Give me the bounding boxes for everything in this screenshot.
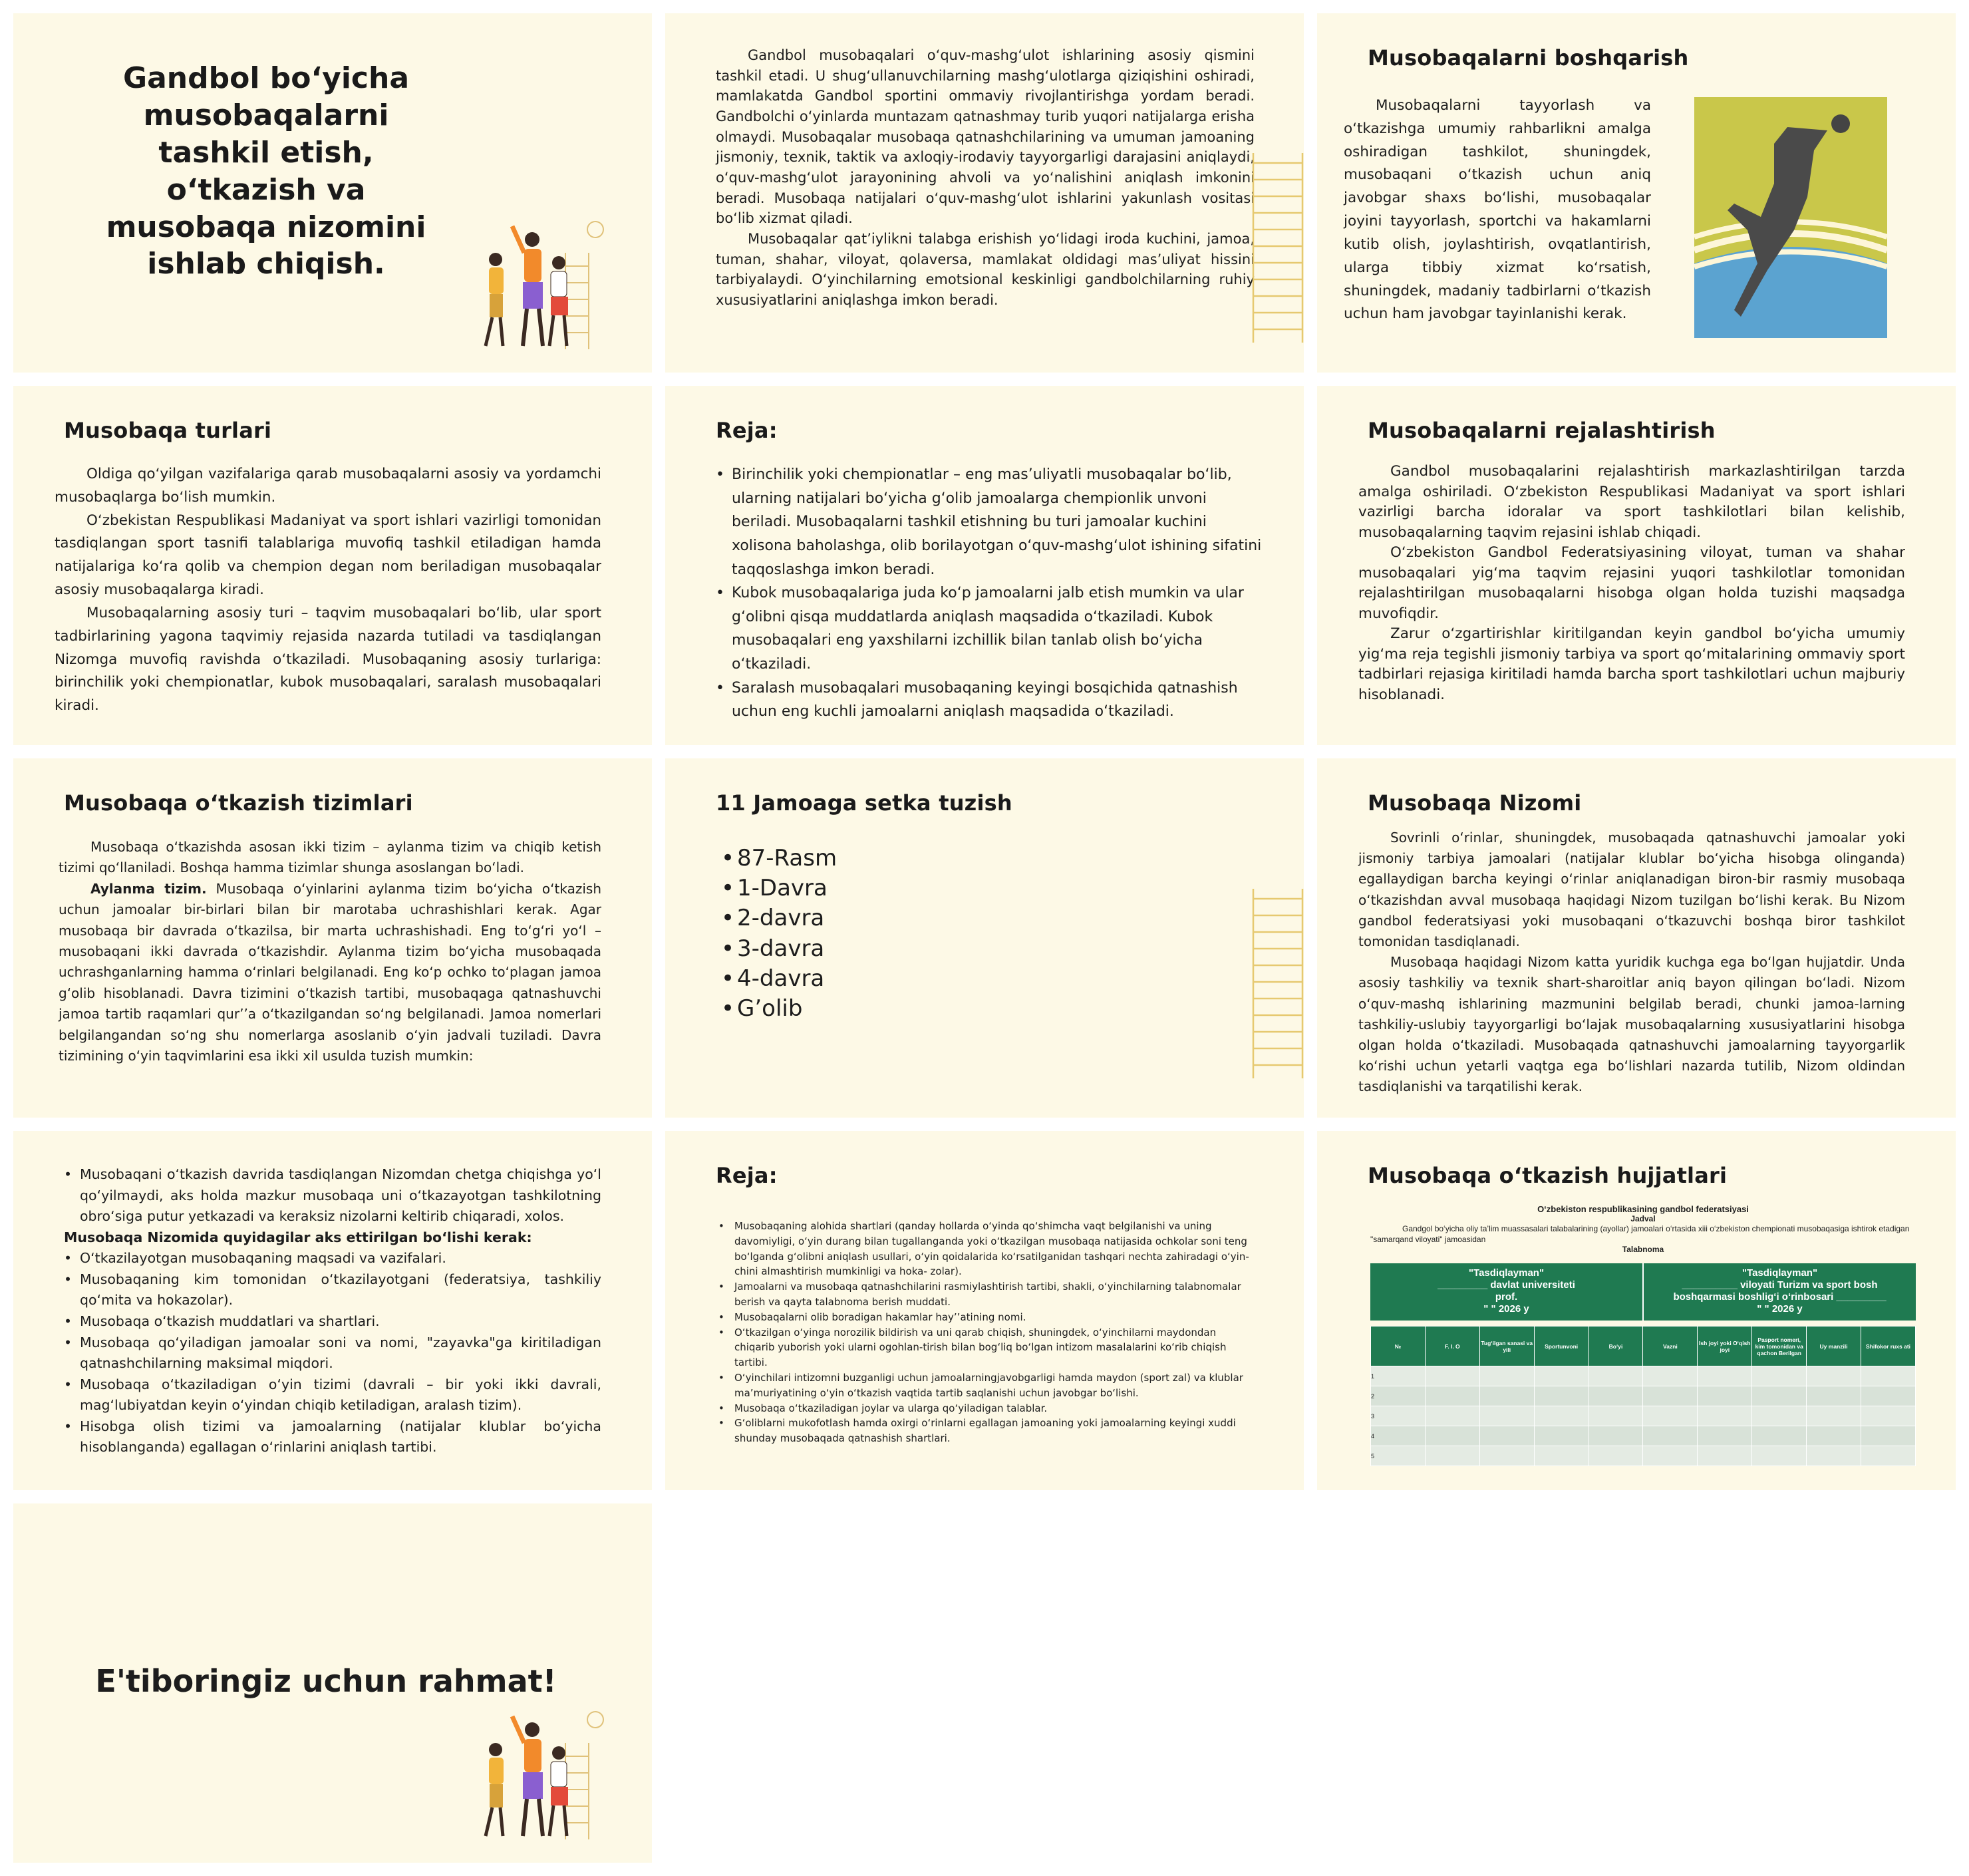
table-header-cell: Shifokor ruxs ati [1861, 1327, 1916, 1366]
plan-item: • G‘oliblarni mukofotlash hamda oxirgi o‘rinlarni egallagan jamoaning yoki jamoalarning keyingi xuddi shunday musobaqada qatnashish shartlari. [718, 1416, 1251, 1446]
slide-systems [13, 758, 652, 1118]
systems-paragraph [59, 879, 601, 1067]
regulations-item: • Musobaqa qo‘yiladigan jamoalar soni va nomi, "zayavka"ga kiritiladigan qatnashchilarning maksimal miqdori. [64, 1332, 601, 1374]
regulations-item: • Hisobga olish tizimi va jamoalarning (natijalar klublar bo‘yicha hisoblanganda) egallagan o‘rinlarini aniqlash tartibi. [64, 1416, 601, 1458]
row-number: 3 [1371, 1406, 1426, 1426]
types-paragraph: Musobaqalarning asosiy turi – taqvim musobaqalari bo‘lib, ular sport tadbirlarining yagona taqvimiy rejasida nazarda tutiladi va tasdiqlangan Nizomga muvofiq ravishda o‘tkaziladi. Musobaqaning asosiy turlariga: birinchilik yoki chempionatlar, kubok musobaqalari, saralash musobaqalari kiradi. [55, 604, 601, 714]
regulations-heading: Musobaqa Nizomida quyidagilar aks ettirilgan bo‘lishi kerak: [64, 1229, 532, 1245]
slide-bracket [665, 758, 1304, 1118]
systems-paragraph: Musobaqa o‘tkazishda asosan ikki tizim – aylanma tizim va chiqib ketish tizimi qo‘llaniladi. Boshqa hamma tizimlar shunga asoslangan bo‘ladi. [59, 839, 601, 876]
slide-documents [1317, 1131, 1956, 1490]
table-header-cell: Tug‘ilgan sanasi va yili [1479, 1327, 1534, 1366]
slide-regulations-content [13, 1131, 652, 1490]
table-header-cell: Ish joyi yoki O‘qish joyi [1698, 1327, 1752, 1366]
row-number: 2 [1371, 1386, 1426, 1406]
application-form [1370, 1204, 1916, 1466]
approval-line: prof. [1495, 1291, 1518, 1303]
form-subtitle: Jadval [1630, 1214, 1656, 1223]
types-paragraph: Oldiga qo‘yilgan vazifalariga qarab musobaqalarni asosiy va yordamchi musobaqlarga bo‘lish mumkin. [55, 466, 601, 506]
approval-line: __________ viloyati Turizm va sport bosh [1682, 1279, 1878, 1291]
approval-header [1370, 1263, 1916, 1321]
plan-item: • Saralash musobaqalari musobaqaning keyingi bosqichida qatnashish uchun eng kuchli jamoalarni aniqlash maqsadida o‘tkaziladi. [716, 677, 1268, 724]
management-text: Musobaqalarni tayyorlash va o‘tkazishga umumiy rahbarlikni amalga oshiradigan tashkilot, shuningdek, musobaqani o‘tkazish uchun aniq javobgar shaxs bo‘lishi, musobaqalar joyini tayyorlash, sportchi va hakamlarni kutib olish, joylashtirish, ovqatlantirish, ularga tibbiy xizmat ko‘rsatish, shuningdek, madaniy tadbirlarni o‘tkazish uchun ham javobgar tayinlanishi kerak. [1344, 97, 1651, 323]
slide-cover [13, 13, 652, 373]
form-federation: O‘zbekiston respublikasining gandbol federatsiyasi [1537, 1204, 1749, 1214]
plan-item: • Musobaqaning alohida shartlari (qanday hollarda o‘yinda qo‘shimcha vaqt belgilanishi va uning davomiyligi, o‘yin durang bilan tugallanganda yoki o‘tkazilgan musobaqa natijasida ochkolar soni teng bo‘lganda g‘olibni aniqlash usullari, o‘yin qoidalarida ko‘rsatilganidan tashqari nechta zahiradagi o‘yin-chini almashtirish mumkinligi va hoka- zolar). [718, 1219, 1251, 1279]
row-number: 4 [1371, 1426, 1426, 1446]
ladder-decoration [1251, 146, 1304, 346]
athletes-illustration [466, 213, 619, 353]
regulations-intro: • Musobaqani o‘tkazish davrida tasdiqlangan Nizomdan chetga chiqishga yo‘l qo‘yilmaydi, aks holda mazkur musobaqa uni o‘tkazayotgan tashkilotning obro‘siga putur yetkazadi va keraksiz nizolarni keltirib chiqaradi, xolos. [64, 1164, 601, 1227]
table-row [1371, 1386, 1916, 1406]
cover-title: Gandbol bo‘yicha musobaqalarni tashkil etish, o‘tkazish va musobaqa nizomini ishlab chiqish. [106, 61, 426, 281]
regulations-paragraph: Sovrinli o‘rinlar, shuningdek, musobaqada qatnashuvchi jamoalar yoki jismoniy tarbiya jamoalari (natijalar klublar bo‘yicha hisobga olinganda) egallaydigan barcha keyingi o‘rinlar aniqlanadigan biron-bir rasmiy musobaqa o‘tkazishdan avval musobaqa haqidagi Nizom tuzilgan bo‘lishi kerak. Bu Nizom gandbol federatsiyasi yoki musobaqani o‘tkazuvchi boshqa biror tashkilot tomonidan tasdiqlanadi. [1358, 830, 1905, 949]
slide-title: 11 Jamoaga setka tuzish [716, 790, 1012, 816]
table-header-cell: Pasport nomeri, kim tomonidan va qachon Berilgan [1752, 1327, 1807, 1366]
planning-paragraph: O‘zbekiston Gandbol Federatsiyasining viloyat, tuman va shahar musobaqalari yig‘ma taqvim rejasini yuqori tashkilotlar tomonidan rejalashtirilgan musobaqalarni hisobga olgan holda tuzishi maqsadga muvofiqdir. [1358, 544, 1905, 622]
plan-item: • O‘tkazilgan o‘yinga norozilik bildirish va uni qarab chiqish, shuningdek, o‘yinchilarni maydondan chiqarib yuborish yoki ularni ogohlan-tirish bilan bog‘liq bo‘lgan intizom masalalarini ko‘rib chiqish tartibi. [718, 1325, 1251, 1370]
regulations-paragraph: Musobaqa haqidagi Nizom katta yuridik kuchga ega bo‘lgan hujjatdir. Unda asosiy tashkiliy va texnik shart-sharoitlar aniq bayon qilingan bo‘ladi. Nizom o‘quv-mashq ishlarining mazmunini belgilab beradi, chunki jamoa-larning tashkiliy-uslubiy tayyorgarligi bo‘lajak musobaqalarning xususiyatlarini hisobga olgan holda o‘tkaziladi. Musobaqada qatnashuvchi jamoalarning tayyorgarlik ko‘rishi uchun yetarli vaqtga ega bo‘lishlari nazarda tutilib, Nizom oldindan tasdiqlanishi va tarqatilishi kerak. [1358, 954, 1905, 1095]
slide-title: Musobaqalarni boshqarish [1368, 45, 1689, 71]
table-header-cell: Sportunvoni [1534, 1327, 1589, 1366]
slide-management [1317, 13, 1956, 373]
approval-line: "Tasdiqlayman" [1468, 1267, 1545, 1279]
bracket-item: • 3-davra [721, 934, 1120, 964]
table-header-row [1371, 1327, 1916, 1366]
approval-left [1370, 1263, 1644, 1321]
regulations-item: • Musobaqa o‘tkazish muddatlari va shartlari. [64, 1311, 601, 1332]
round-robin-heading: Aylanma tizim. [90, 880, 207, 897]
round-robin-text: Musobaqa o‘yinlarini aylanma tizim bo‘yicha o‘tkazish uchun jamoalar bir-birlari bilan bir marotaba uchrashishlari kerak. Agar musobaqa bir davrada o‘tkazilsa, bir marta uchrashishadi. Eng to‘g‘ri yo‘l – musobaqani ikki davrada o‘tkazishdir. Aylanma tizim bo‘yicha musobaqada uchrashganlarning hamma o‘rinlari belgilanadi. Eng ko‘p ochko to‘plagan jamoa g‘olib hisoblanadi. Davra tizimini o‘tkazish tartibi, musobaqaga qatnashuvchi jamoa tartib raqamlari qur’’a o‘tkazilgandan so‘ng belgilanadi. Jamoa nomerlari belgilangandan so‘ng shu nomerlarga asoslanib o‘yin jadvali tuziladi. Davra tizimining o‘yin taqvimlarini esa ikki xil usulda tuzish mumkin: [59, 880, 602, 1064]
table-row [1371, 1426, 1916, 1446]
form-description: Gandgol bo‘yicha oliy ta’lim muassasalari talabalarining (ayollar) jamoalari o‘rtasida xiii o‘zbekiston chempionati musobaqasiga ishtirok etadigan "samarqand viloyati" jamoasidan [1370, 1224, 1910, 1245]
table-header-cell: № [1371, 1327, 1426, 1366]
slide-regulations [1317, 758, 1956, 1118]
approval-line: _________ davlat universiteti [1438, 1279, 1575, 1291]
slide-title: Musobaqalarni rejalashtirish [1368, 418, 1716, 443]
slide-planning [1317, 386, 1956, 745]
approval-line: "Tasdiqlayman" [1742, 1267, 1818, 1279]
planning-paragraph: Zarur o‘zgartirishlar kiritilgandan keyin gandbol bo‘yicha umumiy yig‘ma reja tegishli jismoniy tarbiya va sport qo‘mitalarining ommaviy sport tadbirlari rejasiga kiritiladi hamda barcha sport tashkilotlari uchun majburiy hisoblanadi. [1358, 625, 1905, 703]
slide-title: Reja: [716, 1163, 778, 1188]
slide-title: Musobaqa o‘tkazish hujjatlari [1368, 1163, 1728, 1188]
bracket-item: • 87-Rasm [721, 844, 1120, 873]
intro-paragraph: Musobaqalar qat’iylikni talabga erishish yo‘lidagi iroda kuchini, jamoa, tuman, shahar, viloyat, qolaversa, mamlakat oldidagi mas’uliyat hissini tarbiyalaydi. O‘yinchilarning emotsional keskinligi gandbolchilarning ruhiy xususiyatlarini aniqlashga imkon beradi. [716, 230, 1255, 308]
table-row [1371, 1406, 1916, 1426]
table-header-cell: Uy manzili [1807, 1327, 1861, 1366]
handball-player-image [1694, 97, 1887, 338]
slide-title: Musobaqa Nizomi [1368, 790, 1582, 816]
table-row [1371, 1446, 1916, 1466]
slide-plan-1 [665, 386, 1304, 745]
plan-item: • O‘yinchilari intizomni buzganligi uchun jamoalarningjavobgarligi hamda maydon (sport zal) va klublar ma’muriyatining o‘yin o‘tkazish vaqtida tartib saqlanishi uchun javobgar bo‘lishi. [718, 1370, 1251, 1401]
regulations-item: • Musobaqa o‘tkaziladigan o‘yin tizimi (davrali – bir yoki ikki davrali, mag‘lubiyatdan keyin o‘yindan chiqib ketiladigan, aralash tizim). [64, 1374, 601, 1416]
bracket-item: • G’olib [721, 994, 1120, 1024]
slide-intro [665, 13, 1304, 373]
regulations-item: • Musobaqaning kim tomonidan o‘tkazilayotgani (federatsiya, tashkiliy qo‘mita va hokazolar). [64, 1269, 601, 1311]
bracket-item: • 4-davra [721, 964, 1120, 994]
form-label: Talabnoma [1622, 1245, 1664, 1255]
thanks-title: E'tiboringiz uchun rahmat! [95, 1663, 557, 1699]
plan-item: • Musobaqalarni olib boradigan hakamlar hay’’atining nomi. [718, 1310, 1251, 1325]
bracket-item: • 2-davra [721, 903, 1120, 933]
slide-title: Musobaqa turlari [64, 418, 272, 443]
row-number: 5 [1371, 1446, 1426, 1466]
slide-thanks [13, 1503, 652, 1863]
participants-table [1370, 1326, 1916, 1466]
approval-line: " " 2026 y [1483, 1303, 1529, 1315]
plan-item: • Jamoalarni va musobaqa qatnashchilarini rasmiylashtirish tartibi, shakli, o‘yinchilarning talabnomalar berish va qayta talabnoma berish muddati. [718, 1279, 1251, 1310]
regulations-item: • O‘tkazilayotgan musobaqaning maqsadi va vazifalari. [64, 1248, 601, 1269]
intro-paragraph: Gandbol musobaqalari o‘quv-mashg‘ulot ishlarining asosiy qismini tashkil etadi. U shug‘ullanuvchilarning mashg‘ulotlarga qiziqishini oshiradi, mamlakatda Gandbol sportini ommaviy rivojlantirishga yordam beradi. Gandbolchi o‘yinlarda muntazam qatnashmay turib yuqori natijalarga erisha olmaydi. Musobaqalar musobaqa qatnashchilarining va umuman jamoaning jismoniy, texnik, taktik va axloqiy-irodaviy tayyorgarligi darajasini aniqlaydi, o‘quv-mashg‘ulot jarayonining ahvoli va yo‘nalishini aniqlash imkonini beradi. Musobaqa natijalari o‘quv-mashg‘ulot ishlarini yakunlash vositasi bo‘lib xizmat qiladi. [716, 47, 1255, 227]
approval-line: boshqarmasi boshlig‘i o‘rinbosari _________ [1673, 1291, 1887, 1303]
ladder-decoration [1251, 882, 1304, 1082]
bracket-item: • 1-Davra [721, 873, 1120, 903]
athletes-illustration [466, 1703, 619, 1843]
types-paragraph: O‘zbekistan Respublikasi Madaniyat va sport ishlari vazirligi tomonidan tasdiqlangan sport tasnifi talablariga muvofiq tashkil etiladigan hamda natijalariga ko‘ra qolib va chempion degan nom beriladigan musobaqalar asosiy musobaqalarga kiradi. [55, 512, 601, 599]
slide-competition-types [13, 386, 652, 745]
row-number: 1 [1371, 1366, 1426, 1386]
table-header-cell: F. I. O [1425, 1327, 1479, 1366]
approval-right [1644, 1263, 1916, 1321]
table-header-cell: Bo‘yi [1589, 1327, 1643, 1366]
slide-title: Musobaqa o‘tkazish tizimlari [64, 790, 413, 816]
approval-line: " " 2026 y [1757, 1303, 1803, 1315]
plan-item: • Kubok musobaqalariga juda ko‘p jamoalarni jalb etish mumkin va ular g‘olibni qisqa muddatlarda aniqlash maqsadida o‘tkaziladi. Kubok musobaqalari eng yaxshilarni izchillik bilan tanlab olish bo‘yicha o‘tkaziladi. [716, 581, 1268, 677]
table-row [1371, 1366, 1916, 1386]
planning-paragraph: Gandbol musobaqalarini rejalashtirish markazlashtirilgan tarzda amalga oshiriladi. O‘zbekiston Respublikasi Madaniyat va sport ishlari vazirligi barcha idoralar va sport tashkilotlari bilan kelishib, musobaqalarning taqvim rejasini ishlab chiqadi. [1358, 463, 1905, 541]
plan-item: • Birinchilik yoki chempionatlar – eng mas’uliyatli musobaqalar bo‘lib, ularning natijalari bo‘yicha g‘olib jamoalarga chempionlik unvoni beriladi. Musobaqalarni tashkil etishning bu turi jamoalar kuchini xolisona baholashga, olib borilayotgan o‘quv-mashg‘ulot ishining sifatini taqqoslashga imkon beradi. [716, 463, 1268, 581]
table-header-cell: Vazni [1643, 1327, 1698, 1366]
slide-title: Reja: [716, 418, 778, 443]
slide-plan-2 [665, 1131, 1304, 1490]
plan-item: • Musobaqa o‘tkaziladigan joylar va ularga qo‘yiladigan talablar. [718, 1401, 1251, 1416]
